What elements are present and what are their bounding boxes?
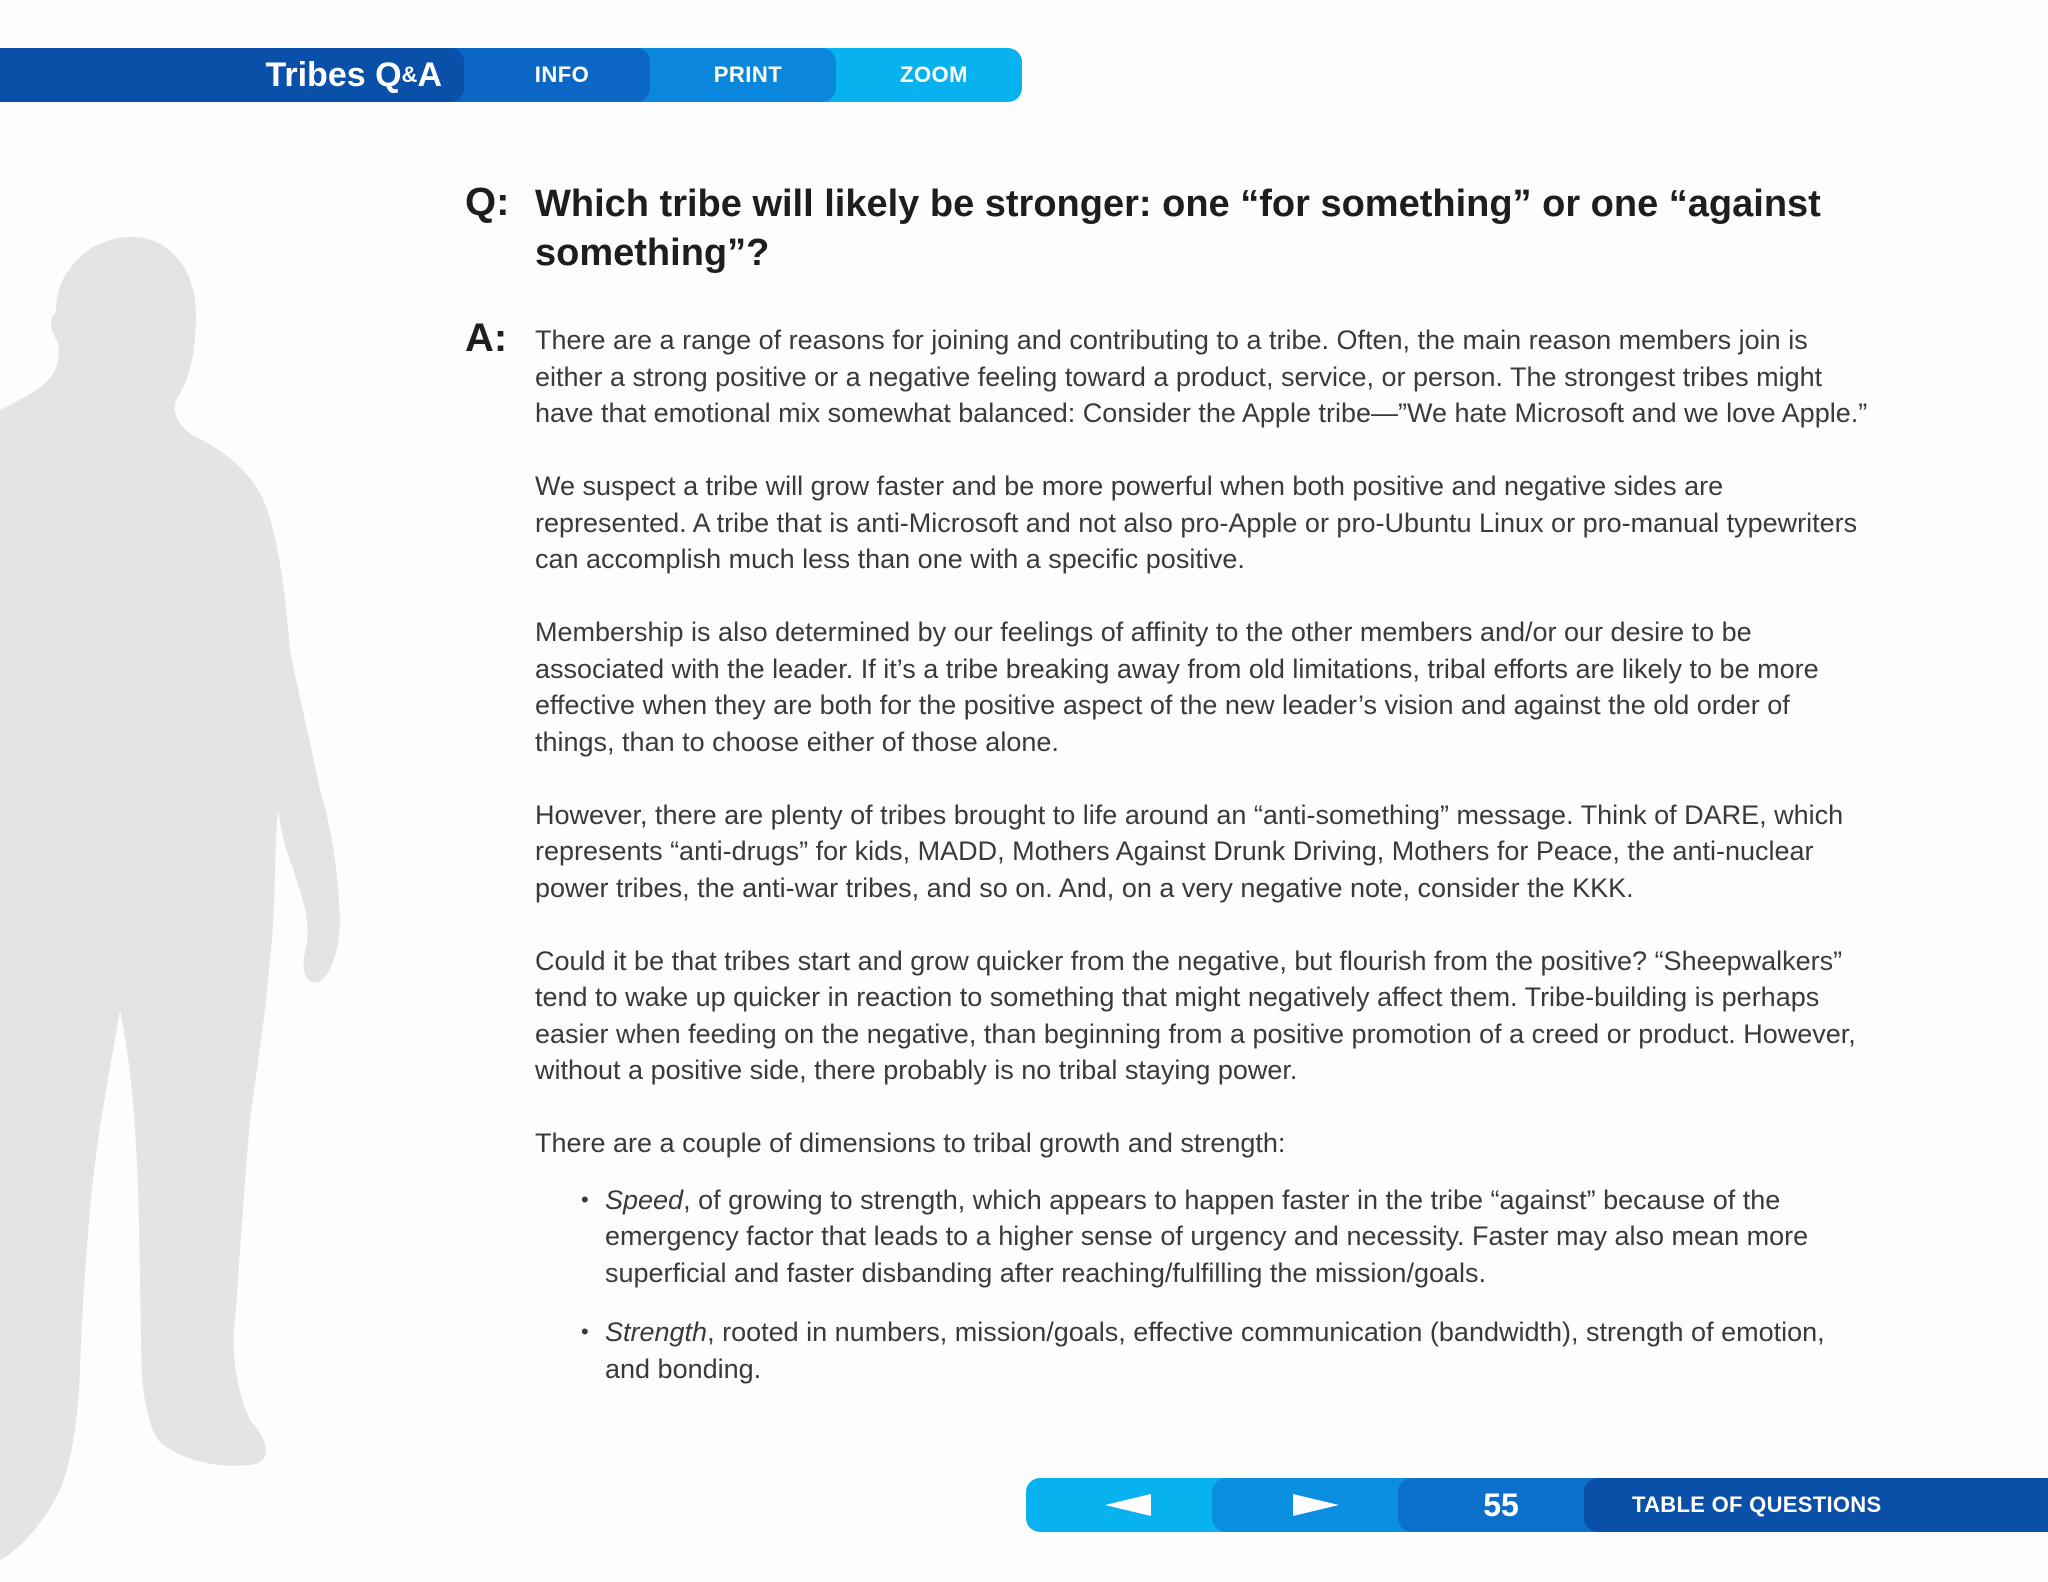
answer-body [535,322,1875,1410]
tab-print[interactable]: PRINT [630,48,836,102]
question-label: Q: [465,180,510,224]
left-arrow-icon [1105,1494,1153,1516]
list-item [535,1314,1875,1387]
tab-zoom[interactable]: ZOOM [816,48,1022,102]
next-page-button[interactable] [1212,1478,1418,1532]
brand-title [0,48,464,102]
table-of-questions-button[interactable]: TABLE OF QUESTIONS [1584,1478,2048,1532]
top-nav [0,48,1022,102]
bullet-term: Speed [605,1184,684,1215]
brand-title-amp: & [401,62,418,87]
bullet-icon: • [581,1319,589,1344]
question-text: Which tribe will likely be stronger: one “for something” or one “against something”? [535,183,1821,274]
dimension-list [535,1182,1875,1388]
answer-paragraph: There are a couple of dimensions to tribal growth and strength: [535,1128,1286,1158]
page-number: 55 [1398,1478,1604,1532]
answer-paragraph: However, there are plenty of tribes brought to life around an “anti-something” message. Think of DARE, which represents “anti-drugs” for kids, MADD, Mothers Against Drunk Driving, Mothers for Peace, the anti-nuclear power tribes, the anti-war tribes, and so on. And, on a very negative note, consider the KKK. [535,799,1844,903]
person-silhouette-image [0,230,360,1560]
bottom-nav [1026,1478,2048,1532]
answer-paragraph: Membership is also determined by our feelings of affinity to the other members and/or our desire to be associated with the leader. If it’s a tribe breaking away from old limitations, tribal efforts are likely to be more effective when they are both for the positive aspect of the new leader’s vision and against the old order of things, than to choose either of those alone. [535,617,1819,757]
answer-paragraph: Could it be that tribes start and grow quicker from the negative, but flourish from the positive? “Sheepwalkers” tend to wake up quicker in reaction to something that might negatively affect them. Tribe-building is perhaps easier when feeding on the negative, than beginning from a positive promotion of a creed or product. However, without a positive side, there probably is no tribal staying power. [535,945,1856,1085]
brand-title-end: A [417,55,442,94]
answer-paragraph: There are a range of reasons for joining and contributing to a tribe. Often, the main reason members join is either a strong positive or a negative feeling toward a product, service, or person. The strongest tribes might have that emotional mix somewhat balanced: Consider the Apple tribe—”We hate Microsoft and we love Apple.” [535,325,1868,428]
tab-info[interactable]: INFO [444,48,650,102]
right-arrow-icon [1291,1494,1339,1516]
bullet-icon: • [581,1186,589,1212]
answer-label: A: [465,316,508,360]
brand-title-main: Tribes Q [265,55,402,94]
bullet-text: , of growing to strength, which appears to happen faster in the tribe “against” because of the emergency factor that leads to a higher sense of urgency and necessity. Faster may also mean more superficial and faster disbanding after reaching/fulfilling the mission/goals. [605,1184,1809,1288]
bullet-text: , rooted in numbers, mission/goals, effective communication (bandwidth), strength of emotion, and bonding. [605,1317,1825,1384]
list-item [535,1182,1875,1292]
bullet-term: Strength [605,1317,708,1347]
previous-page-button[interactable] [1026,1478,1232,1532]
answer-paragraph: We suspect a tribe will grow faster and be more powerful when both positive and negative sides are represented. A tribe that is anti-Microsoft and not also pro-Apple or pro-Ubuntu Linux or pro-manual typewriters can accomplish much less than one with a specific positive. [535,471,1858,574]
